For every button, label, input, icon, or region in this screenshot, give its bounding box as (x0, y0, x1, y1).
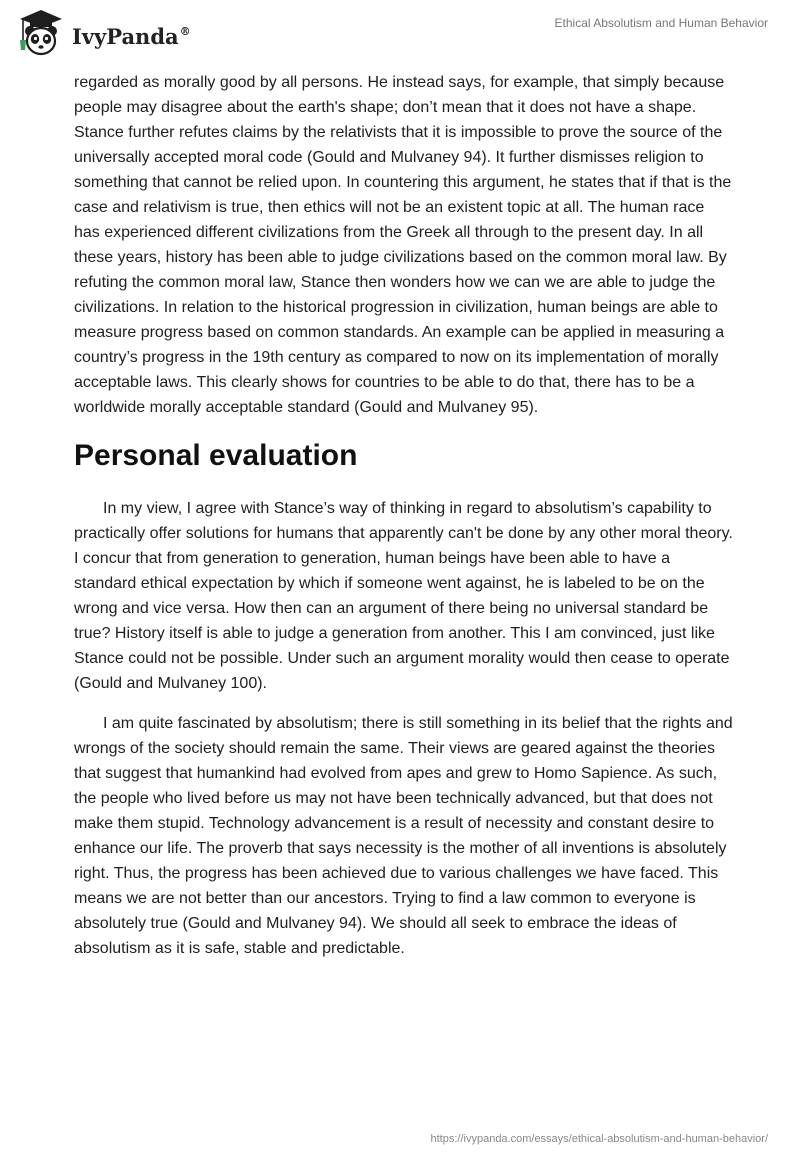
body-paragraph: In my view, I agree with Stance’s way of thinking in regard to absolutism’s capability to practically offer solutions for humans that apparently can't be done by any other moral theory. I concur that from generation to generation, human beings have been able to have a standard ethical expectation by which if someone went against, he is labeled to be on the wrong and vice versa. How then can an argument of there being no universal standard be true? History itself is able to judge a generation from another. This I am convinced, just like Stance could not be possible. Under such an argument morality would then cease to operate (Gould and Mulvaney 100). (74, 500, 733, 692)
registered-mark: ® (179, 24, 191, 38)
body-paragraph: regarded as morally good by all persons. He instead says, for example, that simply because people may disagree about the earth's shape; don’t mean that it does not have a shape. Stance further refutes claims by the relativists that it is impossible to prove the source of the universally accepted moral code (Gould and Mulvaney 94). It further dismisses religion to something that cannot be relied upon. In countering this argument, he states that if that is the case and relativism is true, then ethics will not be an existent topic at all. The human race has experienced different civilizations from the Greek all through to the present day. In all these years, history has been able to judge civilizations based on the common moral law. By refuting the common moral law, Stance then wonders how we can we are able to judge the civilizations. In relation to the historical progression in civilization, human beings are able to measure progress based on common standards. An example can be applied in measuring a country’s progress in the 19th century as compared to now on its implementation of morally acceptable laws. This clearly shows for countries to be able to do that, there has to be a worldwide morally acceptable standard (Gould and Mulvaney 95). (74, 74, 732, 416)
body-paragraph: I am quite fascinated by absolutism; there is still something in its belief that the rights and wrongs of the society should remain the same. Their views are geared against the theories that suggest that humankind had evolved from apes and grew to Homo Sapience. As such, the people who lived before us may not have been technically advanced, but that does not make them stupid. Technology advancement is a result of necessity and constant desire to enhance our life. The proverb that says necessity is the mother of all inventions is absolutely right. Thus, the progress has been achieved due to various challenges we have faced. This means we are not better than our ancestors. Trying to find a law common to everyone is absolutely true (Gould and Mulvaney 94). We should all seek to embrace the ideas of absolutism as it is safe, stable and predictable. (74, 715, 733, 957)
source-url[interactable]: https://ivypanda.com/essays/ethical-absolutism-and-human-behavior/ (430, 1133, 768, 1145)
essay-content (74, 70, 734, 961)
section-heading: Personal evaluation (74, 439, 358, 472)
brand-logo[interactable] (14, 8, 191, 58)
page-header (0, 0, 800, 64)
brand-name: IvyPanda® (72, 23, 191, 49)
document-title: Ethical Absolutism and Human Behavior (554, 16, 768, 30)
panda-graduate-icon (14, 8, 68, 58)
